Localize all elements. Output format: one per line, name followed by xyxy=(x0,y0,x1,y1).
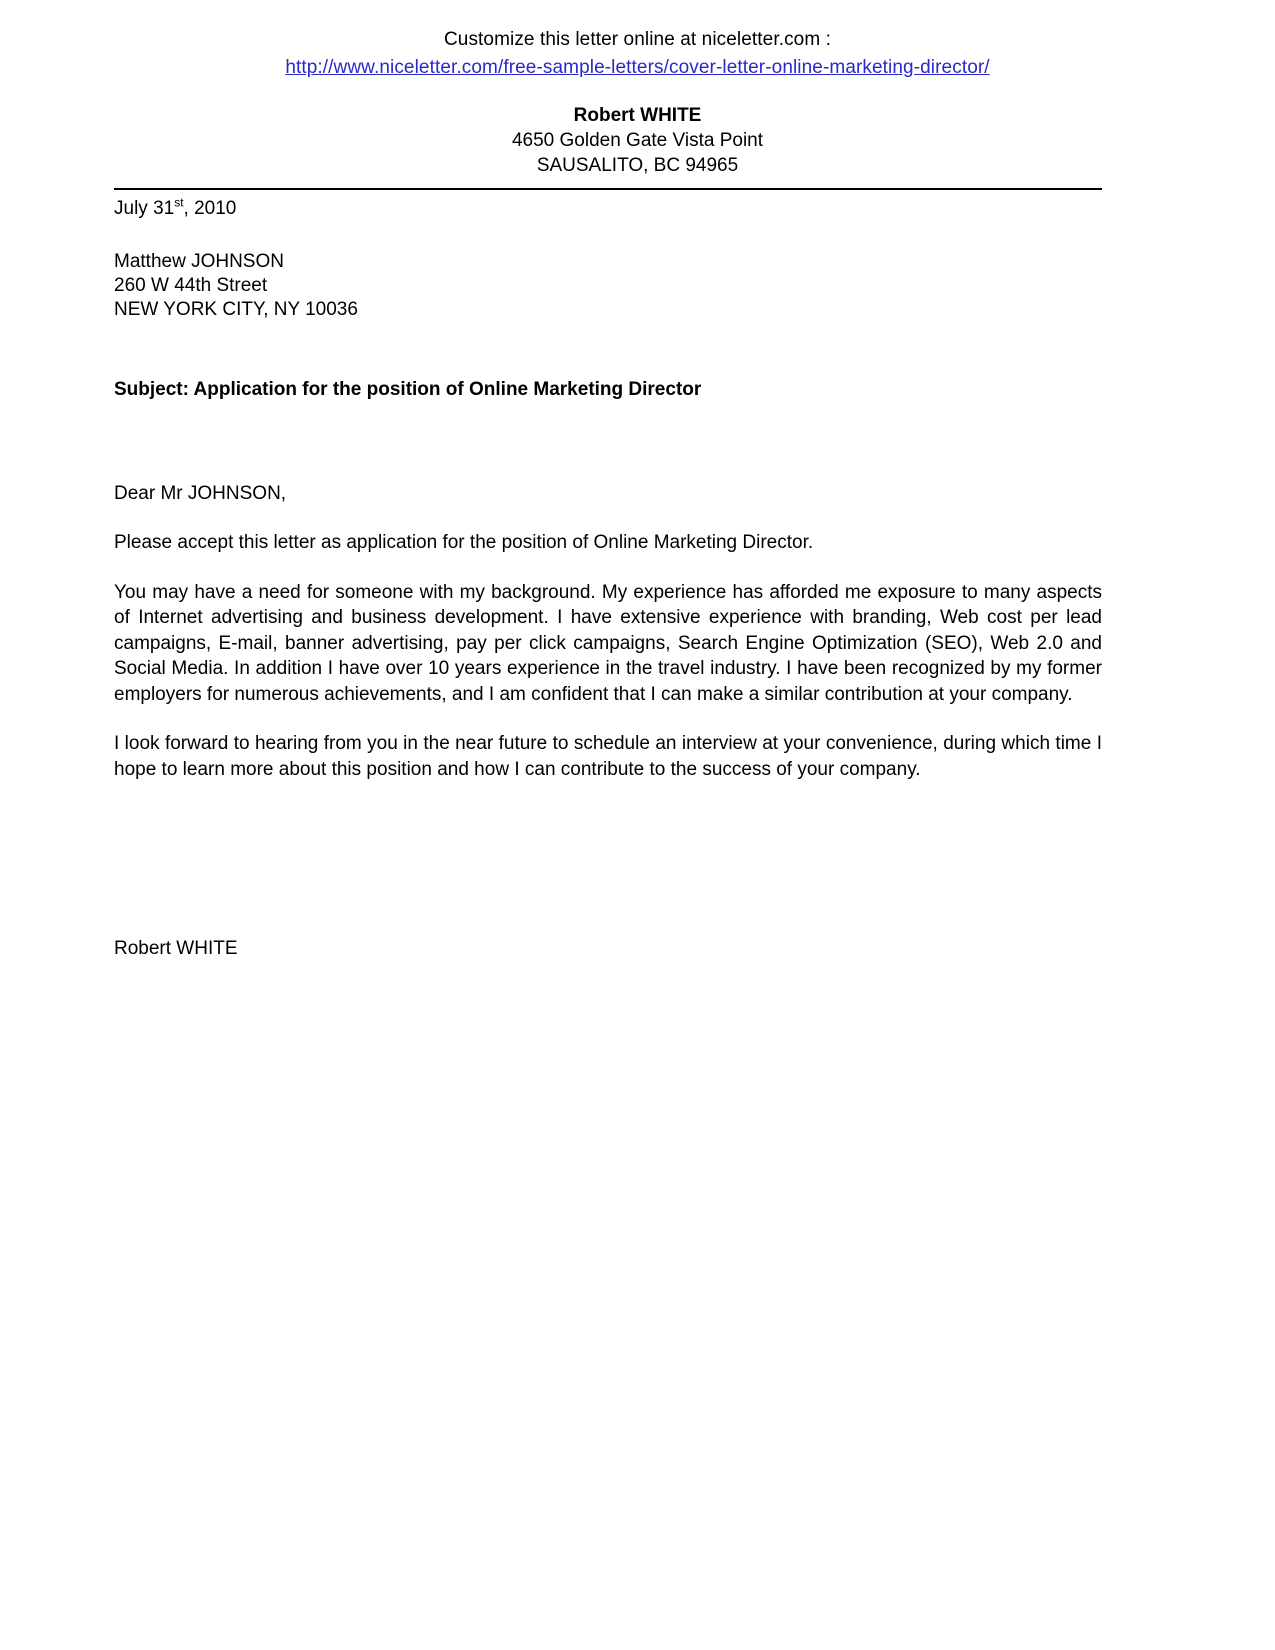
sender-block xyxy=(0,103,1275,178)
body-paragraph-3: I look forward to hearing from you in the near future to schedule an interview at your convenience, during which time I hope to learn more about this position and how I can contribute to the success of your company. xyxy=(114,733,1102,780)
signature-name: Robert WHITE xyxy=(114,938,238,959)
sender-name: Robert WHITE xyxy=(573,105,702,126)
header-divider xyxy=(114,188,1102,190)
sender-address-line-1: 4650 Golden Gate Vista Point xyxy=(511,130,764,151)
body-paragraph-2: You may have a need for someone with my background. My experience has afforded me exposure to many aspects of Internet advertising and business development. I have extensive experience with branding, Web cost per lead campaigns, E-mail, banner advertising, pay per click campaigns, Search Engine Optimization (SEO), Web 2.0 and Social Media. In addition I have over 10 years experience in the travel industry. I have been recognized by my former employers for numerous achievements, and I am confident that I can make a similar contribution at your company. xyxy=(114,581,1102,705)
recipient-address-line-2: NEW YORK CITY, NY 10036 xyxy=(114,299,358,320)
date-month-day: July 31 xyxy=(114,198,175,219)
promo-header xyxy=(0,26,1275,82)
salutation: Dear Mr JOHNSON, xyxy=(114,483,287,504)
recipient-name: Matthew JOHNSON xyxy=(114,251,284,272)
promo-headline: Customize this letter online at niceletter.com : xyxy=(443,29,832,50)
recipient-block xyxy=(114,250,1102,322)
recipient-address-line-1: 260 W 44th Street xyxy=(114,275,268,296)
subject-line: Subject: Application for the position of Online Marketing Director xyxy=(114,379,702,400)
letter-date xyxy=(114,196,1102,222)
body-paragraph-1: Please accept this letter as application for the position of Online Marketing Director. xyxy=(114,532,814,553)
date-ordinal-suffix: st xyxy=(174,195,184,210)
letter-body xyxy=(114,196,1102,961)
date-year: , 2010 xyxy=(183,198,237,219)
sender-address-line-2: SAUSALITO, BC 94965 xyxy=(536,155,739,176)
promo-url-link[interactable]: http://www.niceletter.com/free-sample-letters/cover-letter-online-marketing-director/ xyxy=(285,57,990,78)
